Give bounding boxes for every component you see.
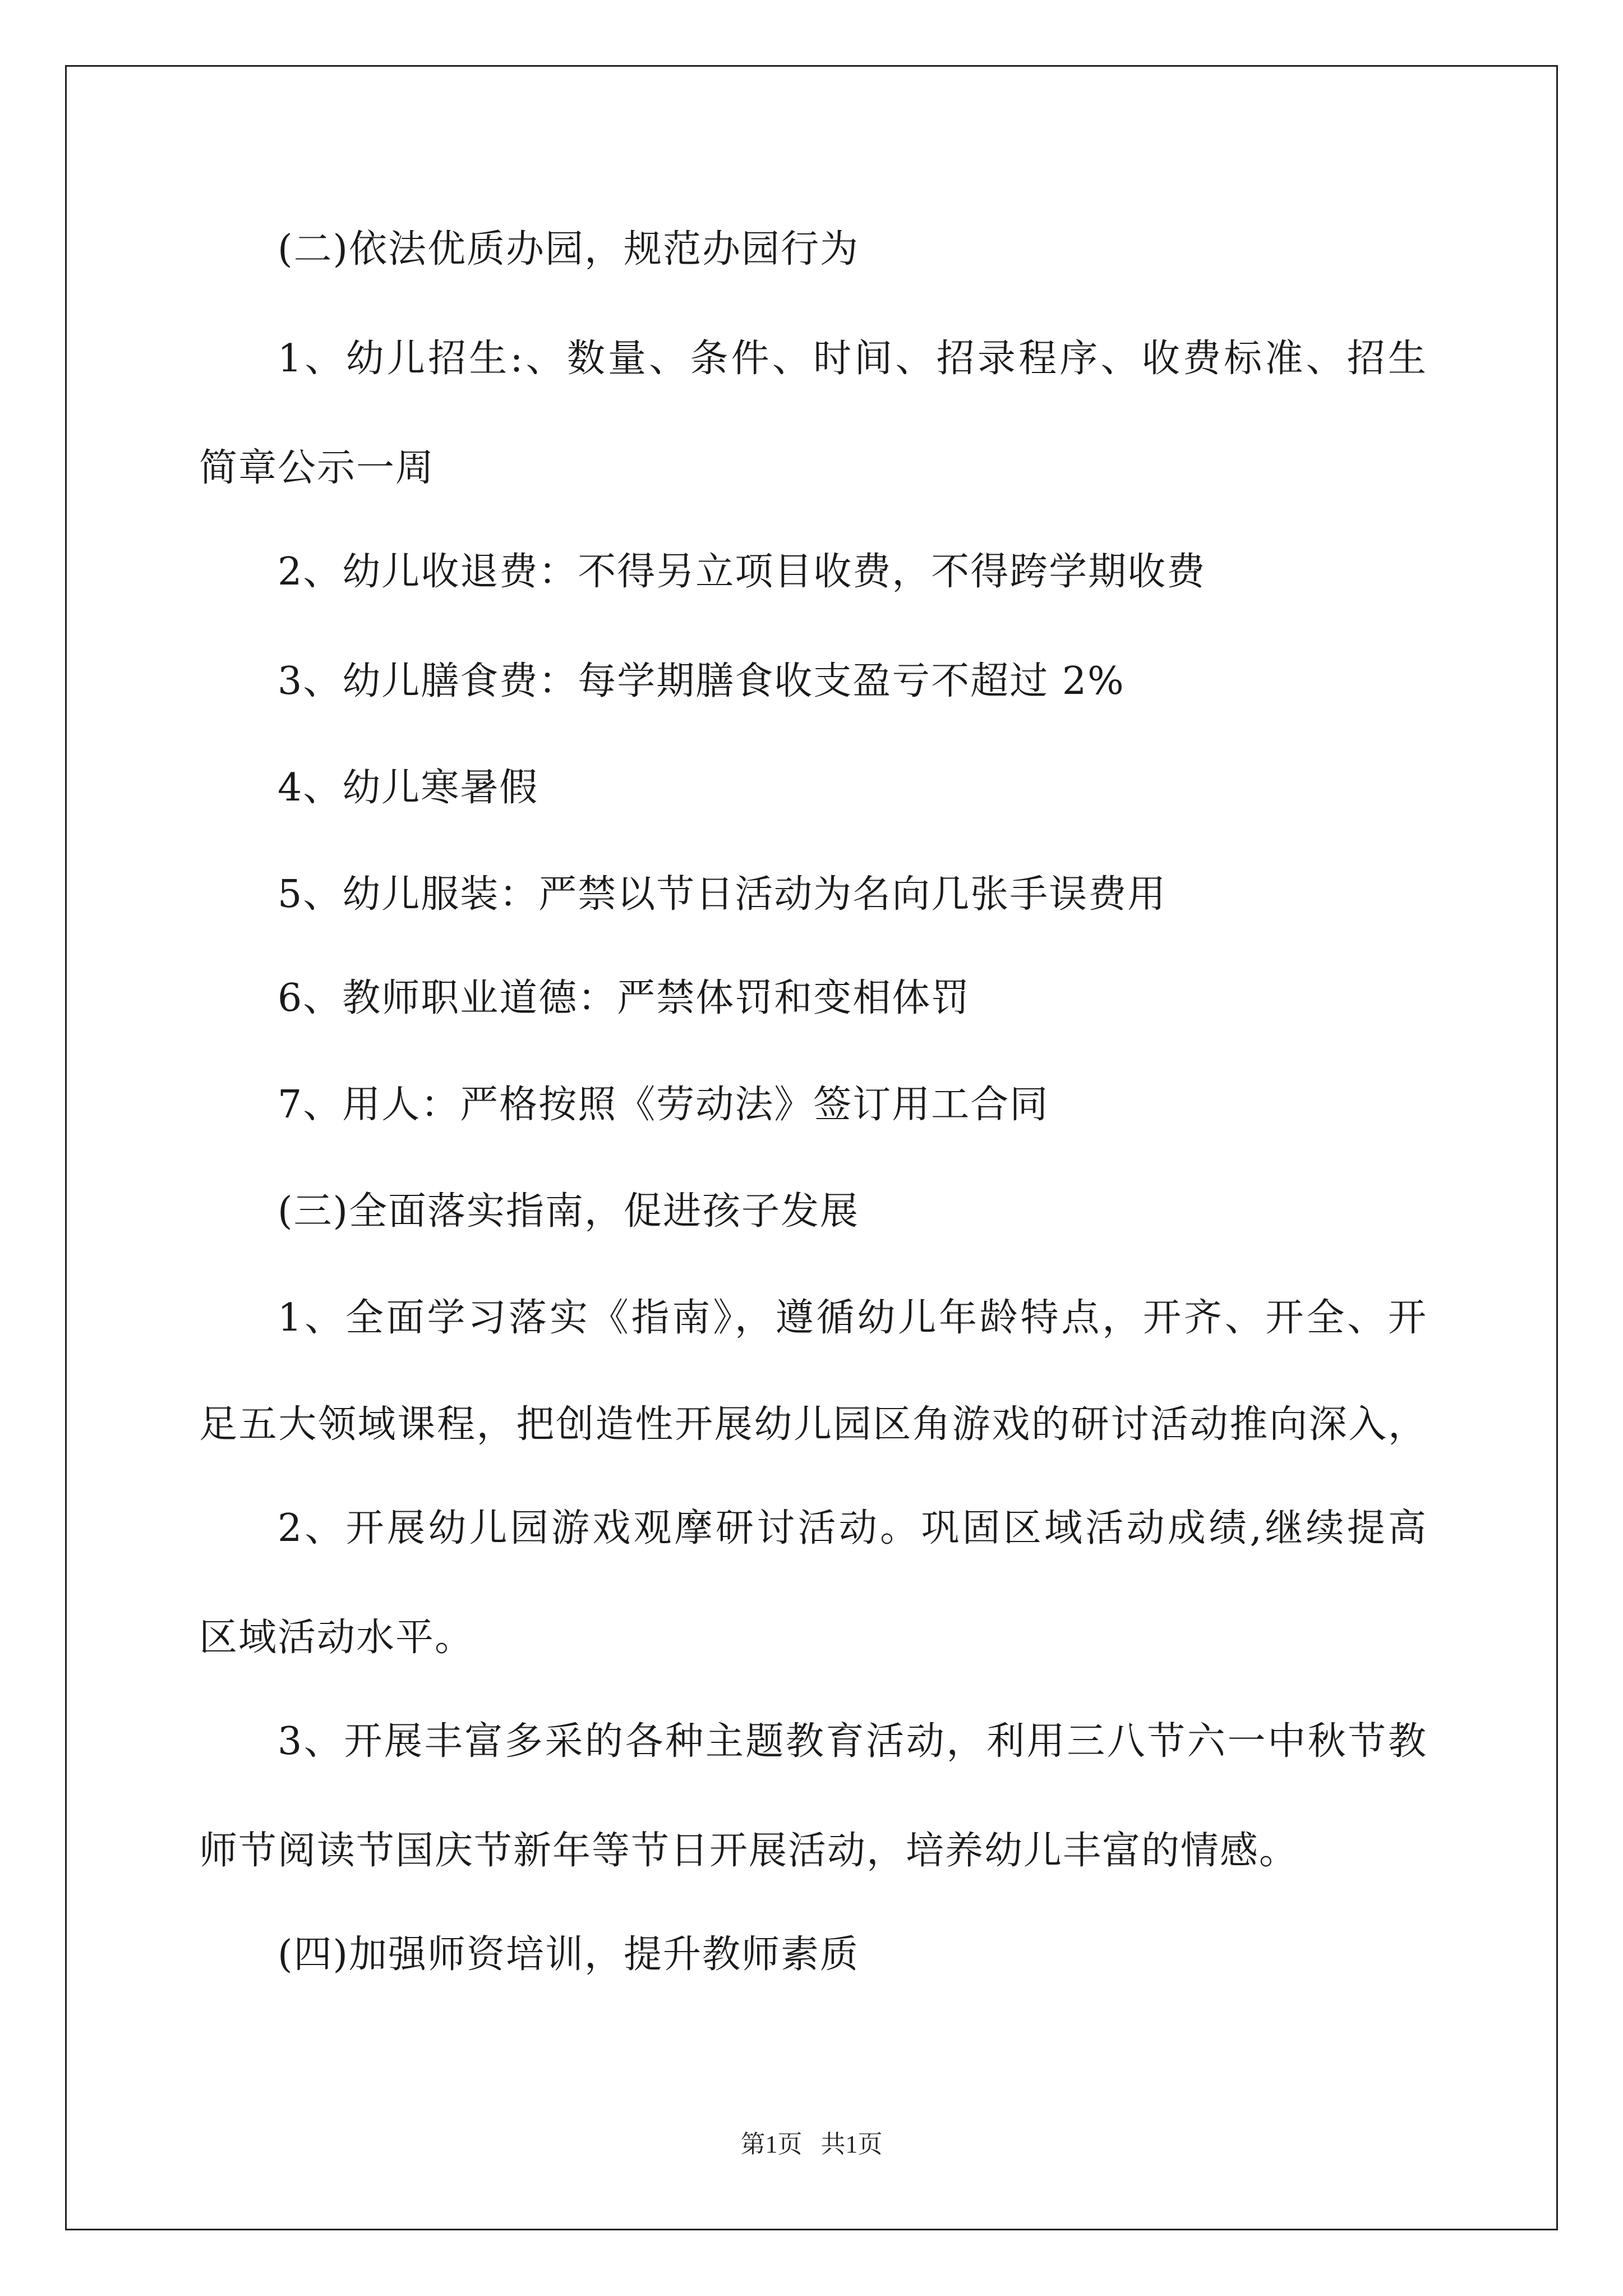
- paragraph-line: 1、全面学习落实《指南》，遵循幼儿年龄特点，开齐、开全、开: [278, 1296, 1427, 1340]
- paragraph-line: 5、幼儿服装：严禁以节日活动为名向几张手误费用: [278, 872, 1167, 917]
- section-heading-2: (二)依法优质办园，规范办园行为: [278, 227, 860, 272]
- page-footer: 第1页 共1页: [740, 2131, 883, 2158]
- paragraph-line: 师节阅读节国庆节新年等节日开展活动，培养幼儿丰富的情感。: [199, 1829, 1299, 1873]
- paragraph-line: 3、开展丰富多采的各种主题教育活动，利用三八节六一中秋节教: [278, 1719, 1427, 1764]
- page-border: [65, 65, 1558, 2230]
- paragraph-line: 2、开展幼儿园游戏观摩研讨活动。巩固区域活动成绩,继续提高: [278, 1506, 1427, 1550]
- paragraph-line: 2、幼儿收退费：不得另立项目收费，不得跨学期收费: [278, 550, 1206, 594]
- paragraph-line: 7、用人：严格按照《劳动法》签订用工合同: [278, 1083, 1049, 1127]
- section-heading-3: (三)全面落实指南，促进孩子发展: [278, 1189, 860, 1234]
- paragraph-line: 简章公示一周: [199, 446, 435, 490]
- section-heading-4: (四)加强师资培训，提升教师素质: [278, 1932, 860, 1977]
- paragraph-line: 6、教师职业道德：严禁体罚和变相体罚: [278, 976, 971, 1020]
- paragraph-line: 3、幼儿膳食费：每学期膳食收支盈亏不超过 2%: [278, 659, 1125, 703]
- paragraph-line: 区域活动水平。: [199, 1616, 474, 1660]
- paragraph-line: 1、幼儿招生:、数量、条件、时间、招录程序、收费标准、招生: [278, 337, 1427, 381]
- paragraph-line: 4、幼儿寒暑假: [278, 766, 539, 810]
- paragraph-line: 足五大领域课程，把创造性开展幼儿园区角游戏的研讨活动推向深入，: [199, 1402, 1427, 1447]
